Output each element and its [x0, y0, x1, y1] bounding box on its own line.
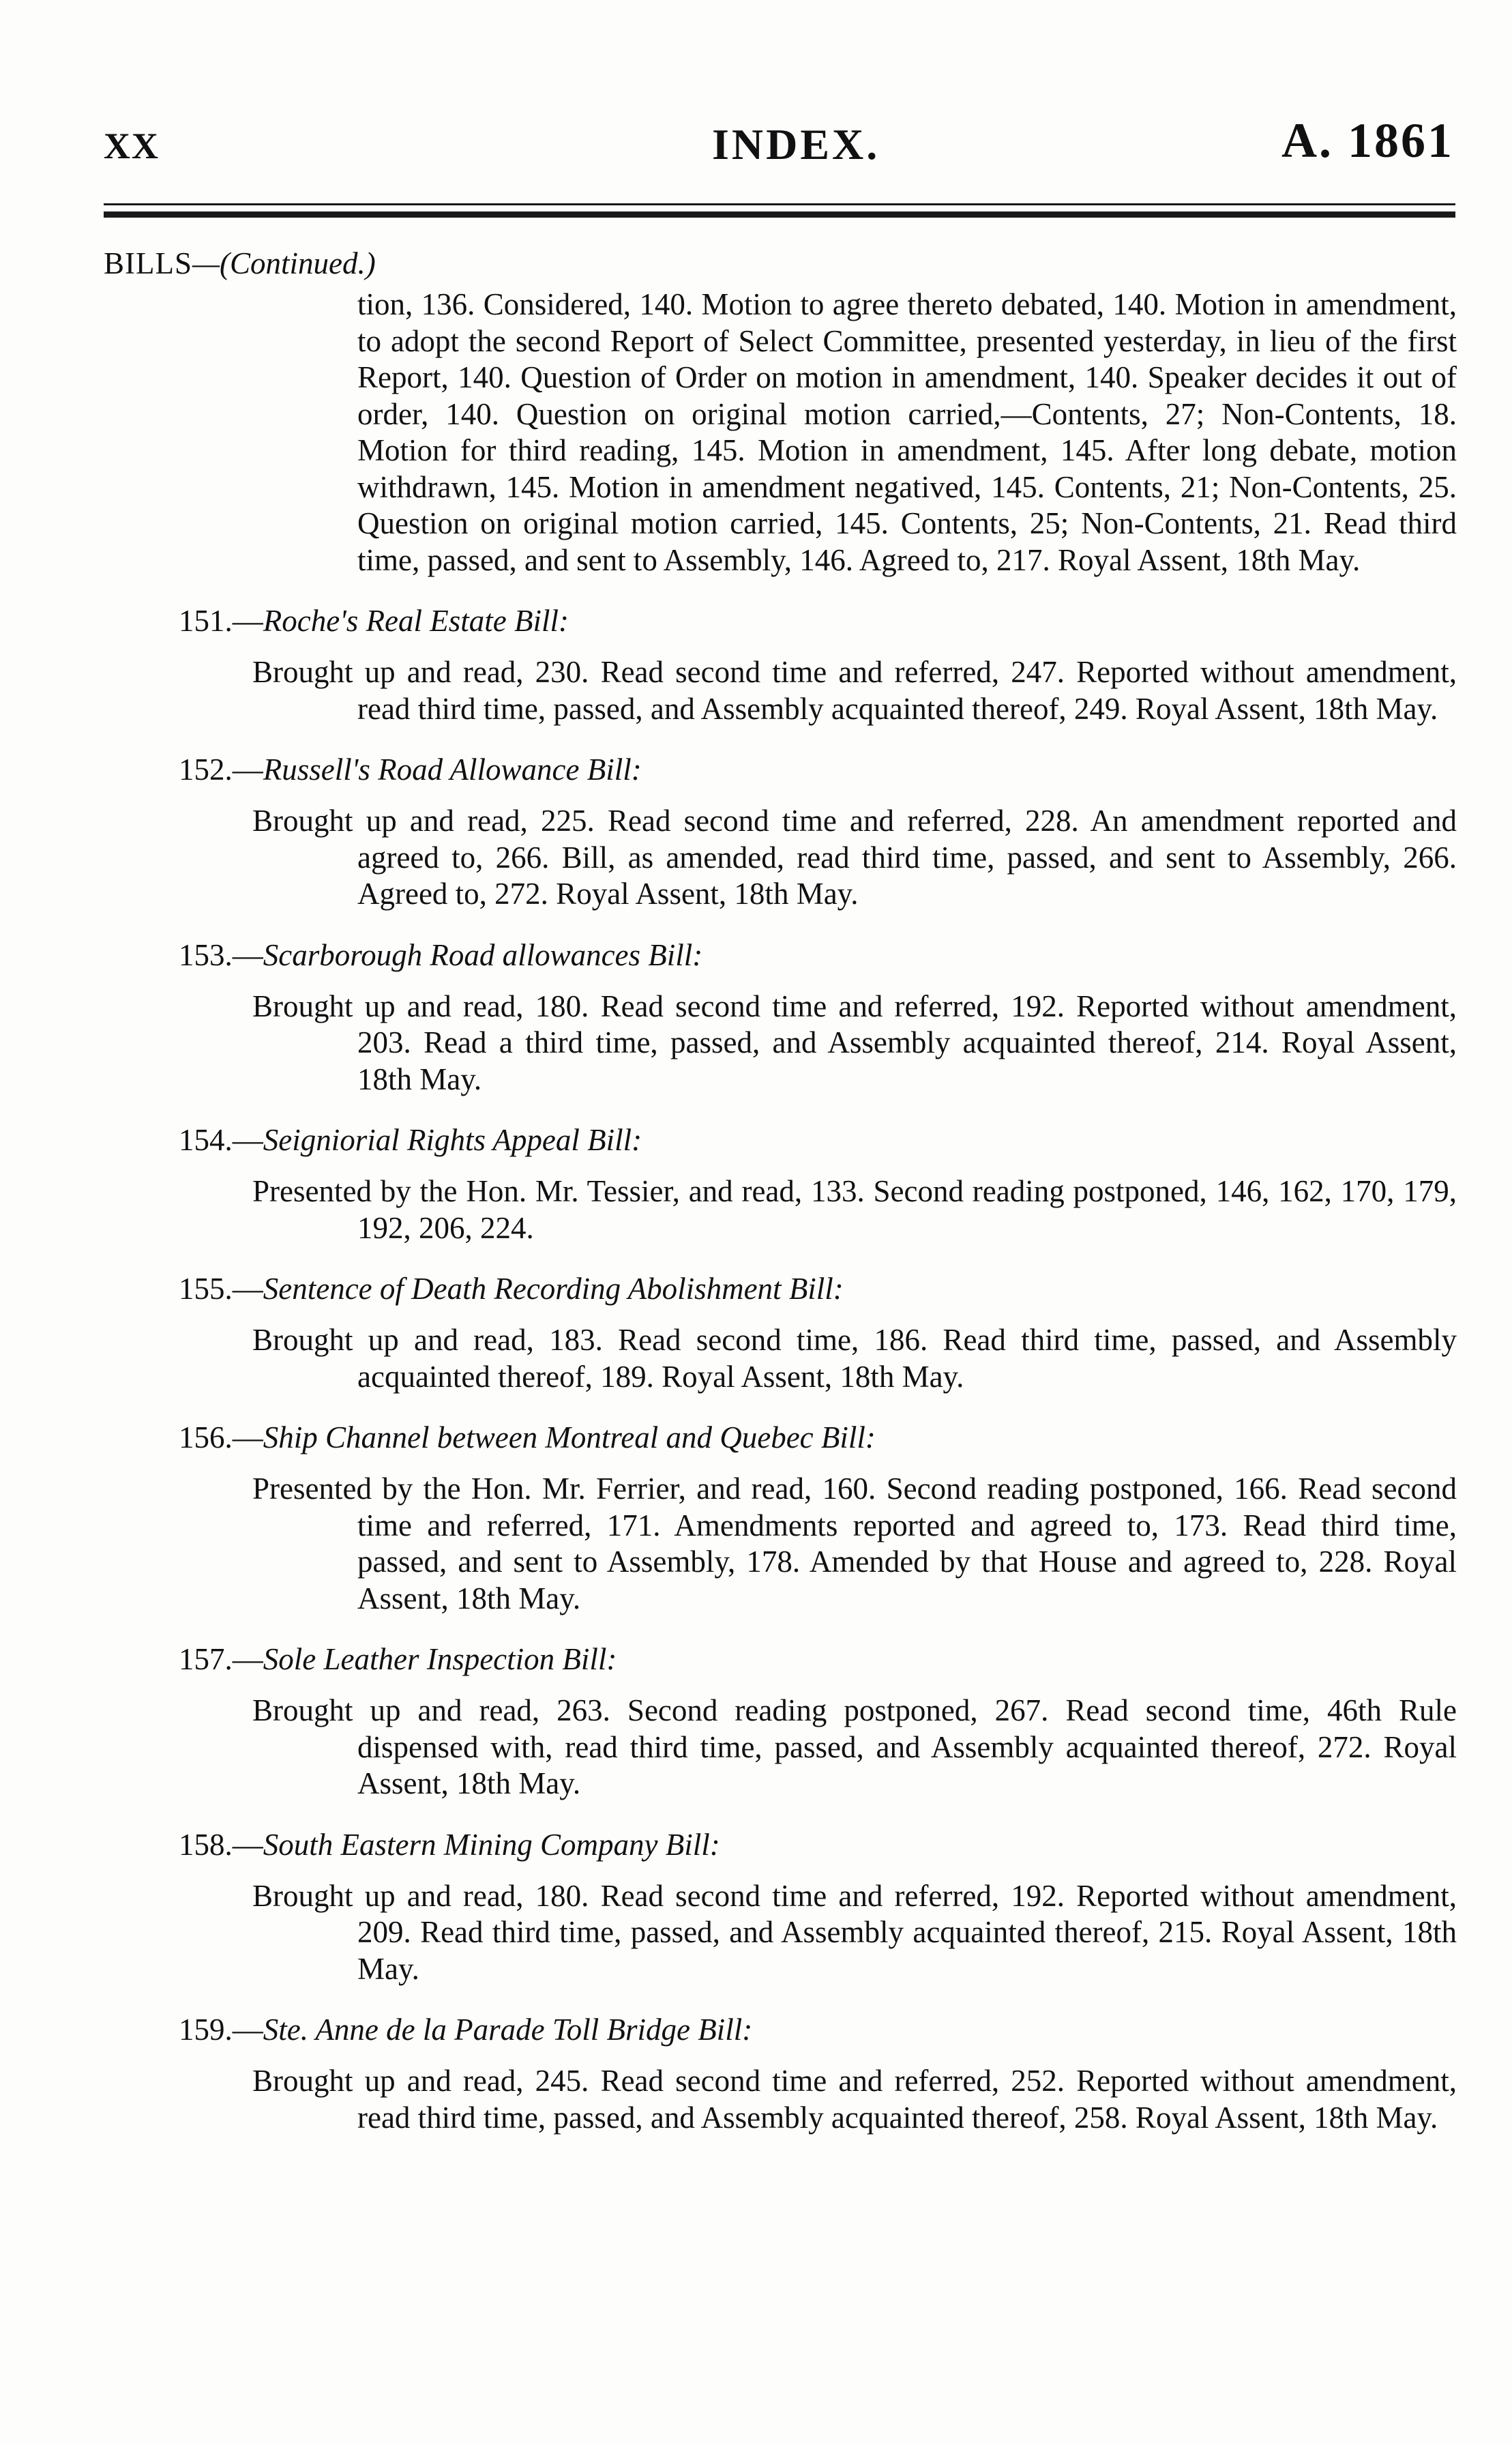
page-title: INDEX. [712, 120, 880, 169]
section-label: BILLS [104, 246, 193, 280]
index-entry [104, 1641, 1457, 1802]
entry-number: 157.— [179, 1642, 263, 1676]
index-entry [104, 1827, 1457, 1988]
continuation-text: tion, 136. Considered, 140. Motion to agree thereto debated, 140. Motion in amendment, to adopt the second Report of Select Committee, presented yesterday, in lieu of the first Report, 140. Question of Order on motion in amendment, 140. Speaker decides it out of order, 140. Question on original motion carried,—Contents, 27; Non-Contents, 18. Motion for third reading, 145. Motion in amendment, 145. After long debate, motion withdrawn, 145. Motion in amendment negatived, 145. Contents, 21; Non-Contents, 25. Question on original motion carried, 145. Contents, 25; Non-Contents, 21. Read third time, passed, and sent to Assembly, 146. Agreed to, 217. Royal Assent, 18th May. [357, 287, 1457, 577]
entry-title: South Eastern Mining Company Bill: [263, 1827, 720, 1862]
section-continued: —(Continued.) [192, 246, 376, 280]
index-entry [104, 752, 1457, 913]
entry-text: Presented by the Hon. Mr. Ferrier, and read, 160. Second reading postponed, 166. Read second time and referred, 171. Amendments reported and agreed to, 173. Read third time, passed, and sent to Assembly, 178. Amended by that House and agreed to, 228. Royal Assent, 18th May. [252, 1472, 1457, 1615]
entry-heading [179, 2012, 1457, 2051]
entry-text: Brought up and read, 245. Read second time and referred, 252. Reported without amendment, read third time, passed, and Assembly acquainted thereof, 258. Royal Assent, 18th May. [252, 2064, 1457, 2135]
section-heading [104, 246, 1457, 287]
entry-number: 155.— [179, 1272, 263, 1306]
entry-heading [179, 1122, 1457, 1161]
entry-heading [179, 1420, 1457, 1459]
entry-number: 151.— [179, 604, 263, 638]
entry-title: Seigniorial Rights Appeal Bill: [263, 1123, 642, 1157]
entry-heading [179, 937, 1457, 976]
entry-heading [179, 752, 1457, 791]
entry-number: 153.— [179, 937, 263, 972]
entry-heading [179, 603, 1457, 642]
entry-heading [179, 1827, 1457, 1866]
entry-title: Russell's Road Allowance Bill: [263, 752, 642, 787]
entry-title: Sole Leather Inspection Bill: [263, 1642, 617, 1676]
index-entry [104, 1271, 1457, 1395]
entry-text: Presented by the Hon. Mr. Tessier, and read, 133. Second reading postponed, 146, 162, 170, 179, 192, 206, 224. [252, 1174, 1457, 1245]
index-entry [104, 1420, 1457, 1617]
year-label: A. 1861 [1281, 113, 1454, 168]
page-number: XX [104, 126, 160, 166]
entry-number: 154.— [179, 1123, 263, 1157]
entry-text: Brought up and read, 263. Second reading postponed, 267. Read second time, 46th Rule dispensed with, read third time, passed, and Assembly acquainted thereof, 272. Royal Assent, 18th May. [252, 1693, 1457, 1800]
index-entry [104, 937, 1457, 1098]
entry-text: Brought up and read, 180. Read second time and referred, 192. Reported without amendment, 209. Read third time, passed, and Assembly acquainted thereof, 215. Royal Assent, 18th May. [252, 1878, 1457, 1986]
entry-title: Roche's Real Estate Bill: [263, 604, 569, 638]
entry-number: 152.— [179, 752, 263, 787]
entry-title: Ste. Anne de la Parade Toll Bridge Bill: [263, 2013, 753, 2047]
index-content [104, 246, 1457, 2136]
entry-heading [179, 1641, 1457, 1680]
entry-number: 158.— [179, 1827, 263, 1862]
page-header [104, 113, 1454, 174]
entry-text: Brought up and read, 225. Read second time and referred, 228. An amendment reported and agreed to, 266. Bill, as amended, read third time, passed, and sent to Assembly, 266. Agreed to, 272. Royal Assent, 18th May. [252, 804, 1457, 911]
entry-title: Scarborough Road allowances Bill: [263, 937, 703, 972]
entry-title: Ship Channel between Montreal and Quebec Bill: [263, 1420, 876, 1454]
index-entry [104, 2012, 1457, 2136]
entry-text: Brought up and read, 230. Read second time and referred, 247. Reported without amendment, read third time, passed, and Assembly acquainted thereof, 249. Royal Assent, 18th May. [252, 655, 1457, 726]
entry-number: 159.— [179, 2013, 263, 2047]
entry-text: Brought up and read, 183. Read second time, 186. Read third time, passed, and Assembly acquainted thereof, 189. Royal Assent, 18th May. [252, 1323, 1457, 1394]
entry-text: Brought up and read, 180. Read second time and referred, 192. Reported without amendment, 203. Read a third time, passed, and Assembly acquainted thereof, 214. Royal Assent, 18th May. [252, 989, 1457, 1096]
header-rule-thin [104, 203, 1455, 205]
header-rule-thick [104, 211, 1455, 218]
index-entry [104, 603, 1457, 727]
entry-number: 156.— [179, 1420, 263, 1454]
index-entry [104, 1122, 1457, 1246]
entry-heading [179, 1271, 1457, 1310]
entry-title: Sentence of Death Recording Abolishment Bill: [263, 1272, 844, 1306]
